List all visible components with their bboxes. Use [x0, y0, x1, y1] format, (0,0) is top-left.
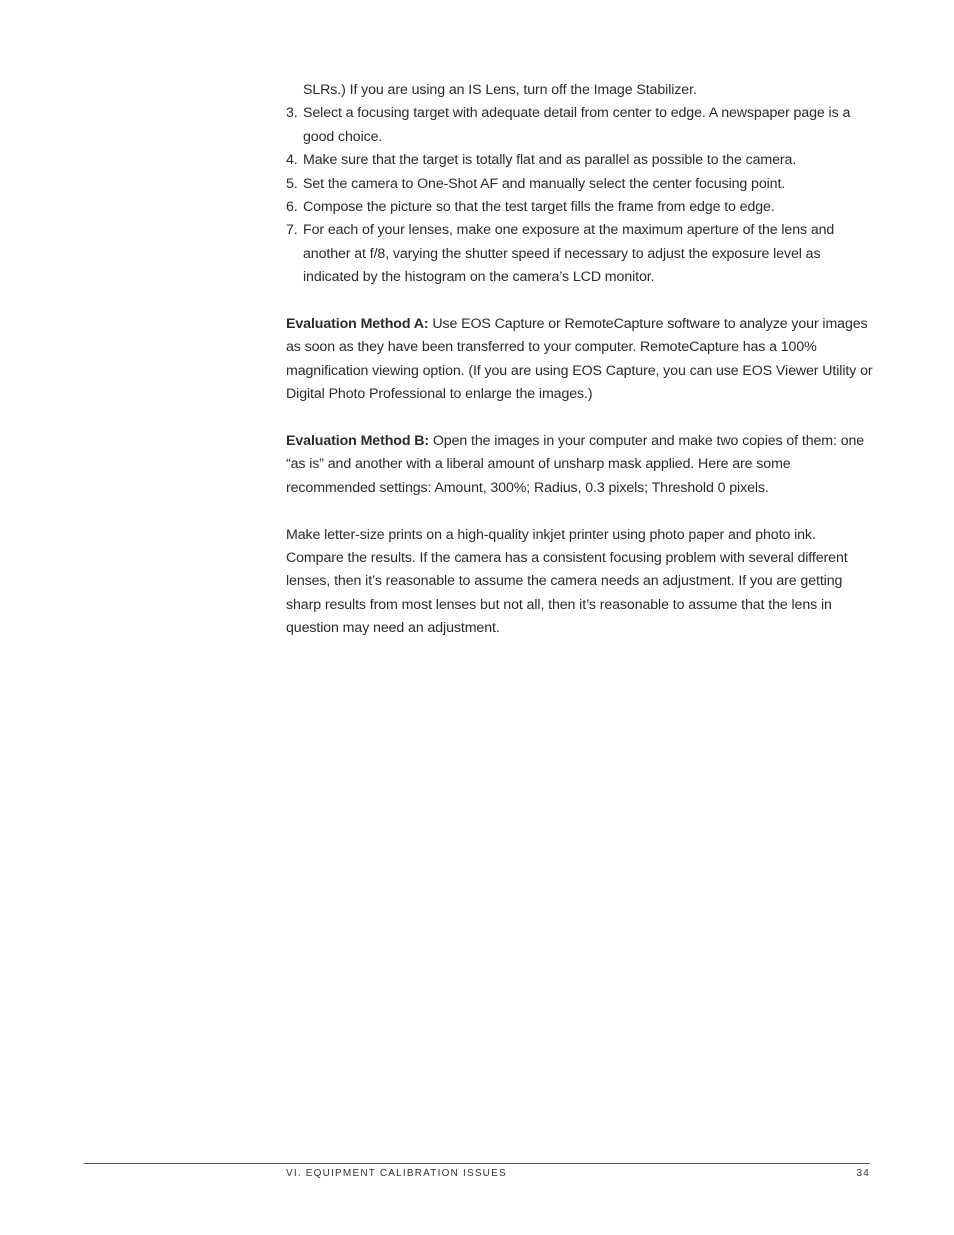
list-item	[286, 102, 876, 149]
step-number: 3.	[286, 105, 298, 122]
steps-list	[286, 102, 876, 289]
step-number: 5.	[286, 175, 298, 192]
step-text: For each of your lenses, make one exposure at the maximum aperture of the lens and another at f/8, varying the shutter speed if necessary to adjust the exposure level as indicated by the histogram on the camera’s LCD monitor.	[303, 222, 835, 286]
list-item	[286, 173, 876, 196]
list-item	[286, 196, 876, 219]
step-text: Make sure that the target is totally flat and as parallel as possible to the camera.	[303, 152, 797, 169]
evaluation-method-a-text: Use EOS Capture or RemoteCapture software to analyze your images as soon as they have been transferred to your computer. RemoteCapture has a 100% magnification viewing option. (If you are using EOS Capture, you can use EOS Viewer Utility or Digital Photo Professional to enlarge the images.)	[286, 316, 873, 403]
step-number: 6.	[286, 199, 298, 216]
step-number: 4.	[286, 152, 298, 169]
step-number: 7.	[286, 222, 298, 239]
list-item	[286, 149, 876, 172]
step-text: Select a focusing target with adequate detail from center to edge. A newspaper page is a good choice.	[303, 105, 851, 145]
closing-paragraph: Make letter-size prints on a high-quality inkjet printer using photo paper and photo ink. Compare the results. If the camera has a consistent focusing problem with several different lenses, then it’s reasonable to assume the camera needs an adjustment. If you are getting sharp results from most lenses but not all, then it’s reasonable to assume that the lens in question may need an adjustment.	[286, 526, 848, 637]
evaluation-method-b-text: Open the images in your computer and make two copies of them: one “as is” and another with a liberal amount of unsharp mask applied. Here are some recommended settings: Amount, 300%; Radius, 0.3 pixels; Threshold 0 pixels.	[286, 433, 865, 496]
footer-divider	[84, 1163, 870, 1164]
list-continuation: SLRs.) If you are using an IS Lens, turn off the Image Stabilizer.	[303, 82, 697, 98]
list-item	[286, 219, 876, 289]
step-text: Set the camera to One-Shot AF and manually select the center focusing point.	[303, 175, 786, 192]
evaluation-method-b-lead: Evaluation Method B:	[286, 433, 430, 450]
evaluation-method-a	[286, 313, 876, 407]
page-number: 34	[856, 1168, 870, 1179]
footer-section-title: VI. EQUIPMENT CALIBRATION ISSUES	[286, 1168, 507, 1179]
evaluation-method-b	[286, 430, 876, 500]
body-text	[286, 79, 876, 641]
evaluation-method-a-lead: Evaluation Method A:	[286, 316, 429, 333]
step-text: Compose the picture so that the test target fills the frame from edge to edge.	[303, 199, 775, 216]
